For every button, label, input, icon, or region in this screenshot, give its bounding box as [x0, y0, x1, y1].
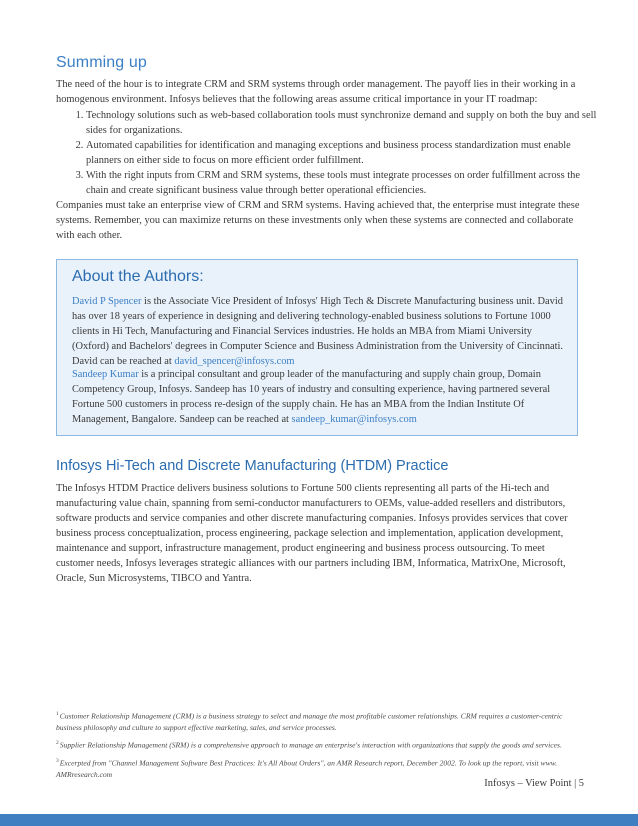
- summing-up-conclusion: Companies must take an enterprise view of CRM and SRM systems. Having achieved that, the enterprise must integrate these systems. Remember, you can maximize returns on these investments only when these systems are connected and collaborate with each other.: [56, 200, 580, 241]
- practice-heading: Infosys Hi-Tech and Discrete Manufacturing (HTDM) Practice: [56, 458, 449, 474]
- footnote-2: [56, 738, 584, 751]
- footnote-number: 2: [56, 740, 59, 747]
- footnote-text: Excerpted from "Channel Management Software Best Practices: It's All About Orders", an AMR Research report, December 2002. To look up the report, visit www. AMRresearch.com: [56, 758, 558, 779]
- author-2-text: is a principal consultant and group leader of the manufacturing and supply chain group, Domain Competency Group, Infosys. Sandeep has 10 years of industry and consulting experience, having partnered several Fortune 500 customers in process re-design of the supply chain. He has an MBA from the Indian Institute Of Management, Bangalore. Sandeep can be reached at: [72, 369, 551, 425]
- about-authors-heading: About the Authors:: [72, 268, 204, 285]
- author-1-name: David P Spencer: [72, 296, 142, 307]
- practice-body: The Infosys HTDM Practice delivers business solutions to Fortune 500 clients representing all parts of the Hi-tech and manufacturing value chain, spanning from semi-conductor manufacturers to OEMs, value-added resellers and distributors, software products and service companies and other discrete manufacturing companies. Infosys provides services that cover business process conceptualization, process engineering, package selection and implementation, application development, maintenance and support, infrastructure management, product engineering and business process outsourcing. To meet customer needs, Infosys leverages strategic alliances with our partners including IBM, Informatica, MatrixOne, Microsoft, Oracle, Sun Microsystems, TIBCO and Yantra.: [56, 483, 568, 584]
- author-1-text: is the Associate Vice President of Infosys' High Tech & Discrete Manufacturing business unit. David has over 18 years of experience in designing and delivering technology-enabled business solutions to Fortune 1000 clients in Hi Tech, Manufacturing and Financial Services industries. He holds an MBA from Miami University (Oxford) and Bachelors' degrees in Computer Science and Business Administration from the University of Cincinnati. David can be reached at: [72, 296, 563, 367]
- author-2-bio: [72, 367, 569, 427]
- page-footer: Infosys – View Point | 5: [484, 778, 584, 789]
- bottom-color-bar: [0, 814, 638, 826]
- footnote-text: Customer Relationship Management (CRM) is a business strategy to select and manage the most profitable customer relationships. CRM requires a customer-centric business philosophy and culture to support effective marketing, sales, and service processes.: [56, 711, 563, 733]
- author-1-email-link[interactable]: david_spencer@infosys.com: [174, 356, 295, 367]
- footnote-number: 1: [56, 711, 59, 717]
- roadmap-list: [56, 108, 598, 198]
- footnote-text: Supplier Relationship Management (SRM) is a comprehensive approach to manage an enterprise's interaction with organizations that supply the goods and services.: [59, 740, 562, 750]
- footnotes: [56, 709, 584, 785]
- summing-up-heading: Summing up: [56, 54, 147, 71]
- footnote-1: [56, 709, 584, 734]
- author-2-name: Sandeep Kumar: [72, 369, 139, 380]
- list-item: 2. Automated capabilities for identification and managing exceptions and business process standardization must enable planners on either side to focus on more efficient order fulfillment.: [86, 138, 598, 168]
- list-item: 1. Technology solutions such as web-based collaboration tools must synchronize demand and supply on both the buy and sell sides for organizations.: [86, 108, 598, 138]
- footnote-number: 3: [56, 757, 59, 764]
- about-authors-box: [56, 259, 578, 436]
- footnote-3: [56, 756, 584, 781]
- author-2-email-link[interactable]: sandeep_kumar@infosys.com: [291, 414, 417, 425]
- author-1-bio: [72, 294, 569, 369]
- summing-up-intro: The need of the hour is to integrate CRM and SRM systems through order management. The payoff lies in their working in a homogenous environment. Infosys believes that the following areas assume critical importance in your IT roadmap:: [56, 79, 576, 105]
- list-item: 3. With the right inputs from CRM and SRM systems, these tools must integrate processes on order fulfillment across the chain and create significant business value through better operational efficiencies.: [86, 168, 598, 198]
